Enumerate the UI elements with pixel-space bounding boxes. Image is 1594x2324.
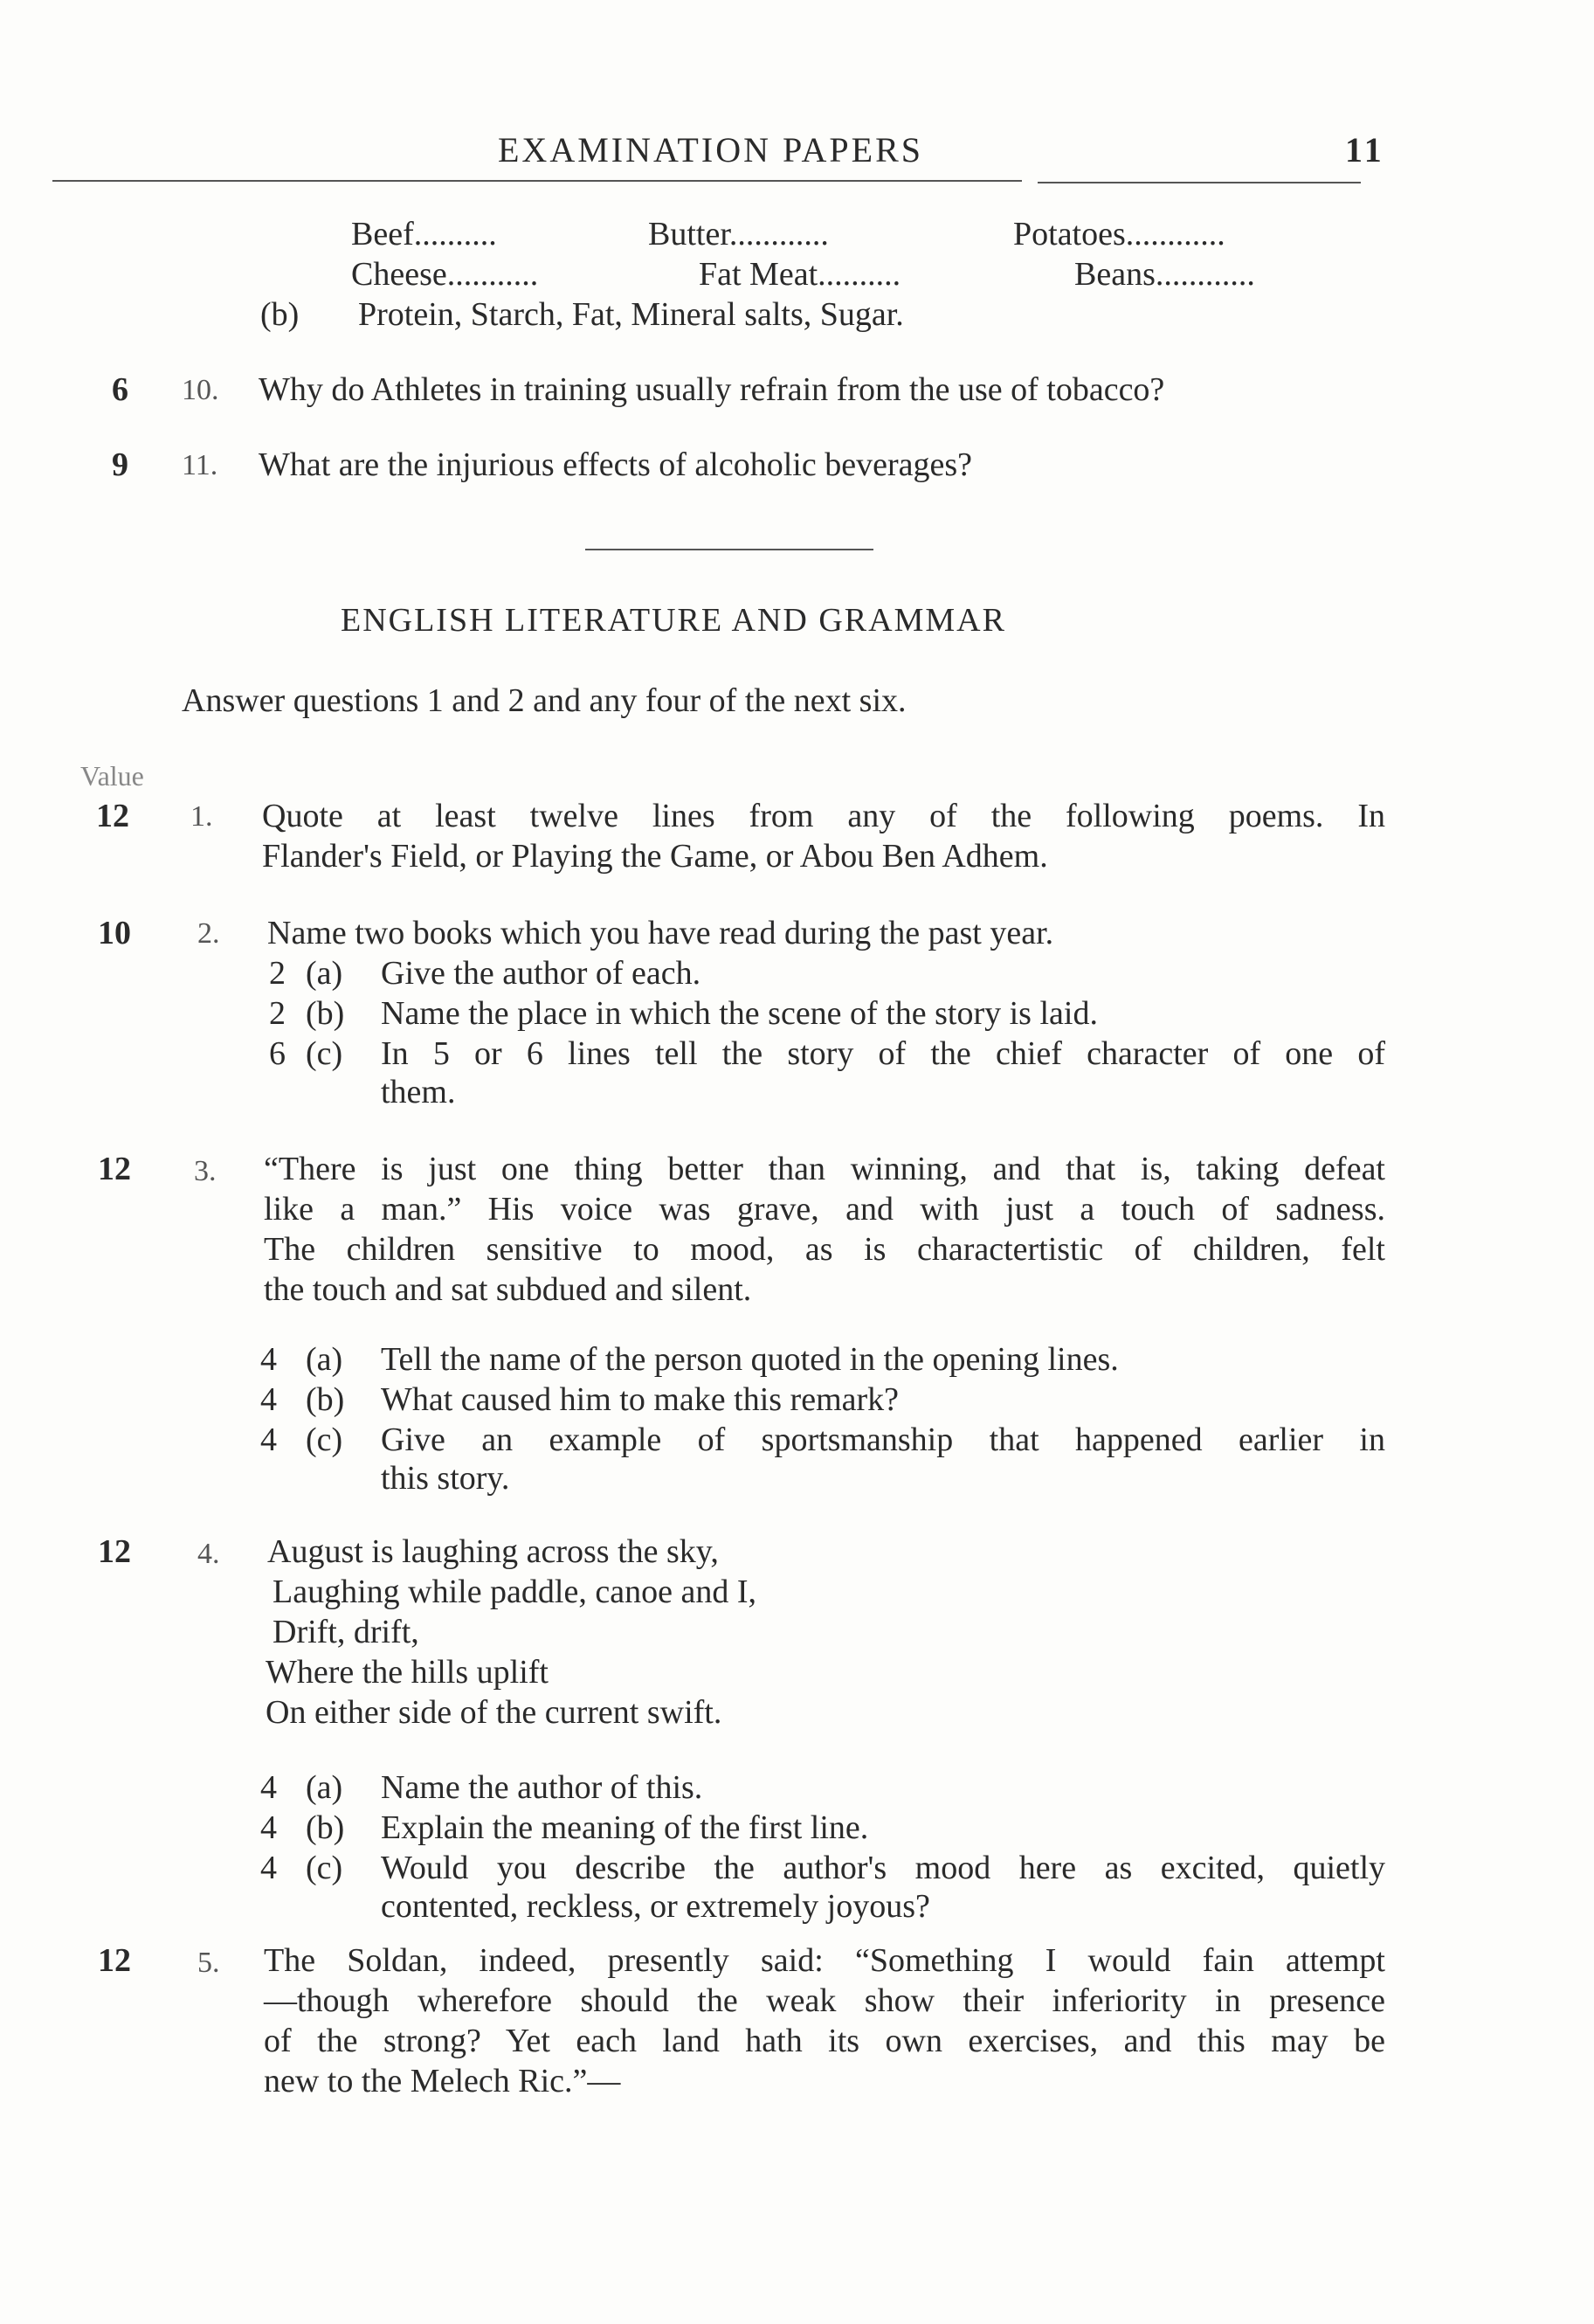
question-4-poem-line-5: On either side of the current swift. (266, 1694, 722, 1731)
section-divider (585, 549, 873, 550)
question-5-value: 12 (98, 1942, 131, 1979)
question-4-part-b-label: (b) (306, 1809, 345, 1846)
question-2-part-b-label: (b) (306, 995, 345, 1032)
question-3-line-1: “There is just one thing better than winning, and that is, taking defeat (264, 1151, 1385, 1187)
running-header-title: EXAMINATION PAPERS (498, 130, 924, 169)
header-rule (52, 180, 1022, 182)
food-row-2-col-2: Fat Meat.......... (699, 256, 901, 293)
question-1-line-1: Quote at least twelve lines from any of the following poems. In (262, 798, 1385, 834)
question-10-text: Why do Athletes in training usually refrain from the use of tobacco? (259, 371, 1165, 408)
question-3-part-c-line-2: this story. (381, 1460, 510, 1497)
question-11-number: 11. (182, 449, 218, 481)
question-2-part-c-line-1: In 5 or 6 lines tell the story of the chief character of one of (381, 1035, 1385, 1072)
question-3-part-b-label: (b) (306, 1381, 345, 1418)
question-3-part-a-label: (a) (306, 1341, 343, 1378)
question-4-number: 4. (197, 1538, 220, 1570)
food-row-2-col-3: Beans............ (1074, 256, 1255, 293)
food-row-1-col-3: Potatoes............ (1013, 216, 1225, 252)
question-3-line-4: the touch and sat subdued and silent. (264, 1271, 752, 1308)
food-row-1-col-1: Beef.......... (351, 216, 497, 252)
question-4-part-b-marks: 4 (260, 1809, 277, 1846)
question-5-line-3: of the strong? Yet each land hath its own exercises, and this may be (264, 2023, 1385, 2059)
question-4-part-c-line-2: contented, reckless, or extremely joyous? (381, 1888, 930, 1925)
question-2-part-a-label: (a) (306, 955, 343, 992)
question-3-part-a-text: Tell the name of the person quoted in the opening lines. (381, 1341, 1119, 1378)
question-11-value: 9 (112, 446, 128, 483)
question-2-part-a-text: Give the author of each. (381, 955, 701, 992)
question-4-part-c-label: (c) (306, 1850, 343, 1886)
question-3-line-3: The children sensitive to mood, as is charactertistic of children, felt (264, 1231, 1385, 1268)
question-2-part-c-line-2: them. (381, 1074, 456, 1110)
question-1-number: 1. (190, 800, 213, 833)
question-11-text: What are the injurious effects of alcoholic beverages? (259, 446, 972, 483)
question-4-poem-line-4: Where the hills uplift (266, 1654, 549, 1691)
question-4-poem-line-2: Laughing while paddle, canoe and I, (273, 1574, 756, 1610)
section-title: ENGLISH LITERATURE AND GRAMMAR (341, 602, 1006, 639)
question-3-part-c-label: (c) (306, 1421, 343, 1458)
question-5-line-4: new to the Melech Ric.”— (264, 2063, 621, 2099)
question-3-part-b-marks: 4 (260, 1381, 277, 1418)
question-2-text: Name two books which you have read during the past year. (267, 915, 1054, 951)
question-4-part-a-text: Name the author of this. (381, 1769, 703, 1806)
question-1-line-2: Flander's Field, or Playing the Game, or Abou Ben Adhem. (262, 838, 1048, 875)
question-10-number: 10. (182, 374, 219, 406)
question-3-part-b-text: What caused him to make this remark? (381, 1381, 900, 1418)
question-3-line-2: like a man.” His voice was grave, and with just a touch of sadness. (264, 1191, 1385, 1228)
page-number: 11 (1345, 130, 1385, 169)
question-4-part-c-line-1: Would you describe the author's mood here as excited, quietly (381, 1850, 1385, 1886)
question-5-line-1: The Soldan, indeed, presently said: “Something I would fain attempt (264, 1942, 1385, 1979)
question-2-part-a-marks: 2 (269, 955, 286, 992)
question-4-part-b-text: Explain the meaning of the first line. (381, 1809, 869, 1846)
question-3-part-a-marks: 4 (260, 1341, 277, 1378)
question-2-part-b-marks: 2 (269, 995, 286, 1032)
question-4-poem-line-1: August is laughing across the sky, (267, 1533, 719, 1570)
question-2-part-c-marks: 6 (269, 1035, 286, 1072)
question-4-part-c-marks: 4 (260, 1850, 277, 1886)
question-4-poem-line-3: Drift, drift, (273, 1614, 419, 1650)
question-2-number: 2. (197, 917, 220, 950)
food-part-b-label: (b) (260, 296, 300, 333)
section-instructions: Answer questions 1 and 2 and any four of the next six. (182, 682, 907, 719)
header-rule-right (1038, 182, 1361, 183)
question-10-value: 6 (112, 371, 128, 408)
question-4-part-a-label: (a) (306, 1769, 343, 1806)
question-4-value: 12 (98, 1533, 131, 1570)
question-3-value: 12 (98, 1151, 131, 1187)
question-5-number: 5. (197, 1947, 220, 1979)
question-3-number: 3. (194, 1155, 217, 1187)
value-column-header: Value (80, 760, 144, 792)
question-1-value: 12 (96, 798, 129, 834)
food-row-2-col-1: Cheese........... (351, 256, 539, 293)
question-3-part-c-marks: 4 (260, 1421, 277, 1458)
question-4-part-a-marks: 4 (260, 1769, 277, 1806)
question-2-value: 10 (98, 915, 131, 951)
question-2-part-c-label: (c) (306, 1035, 343, 1072)
food-row-1-col-2: Butter............ (648, 216, 829, 252)
question-2-part-b-text: Name the place in which the scene of the story is laid. (381, 995, 1098, 1032)
food-part-b-text: Protein, Starch, Fat, Mineral salts, Sugar. (358, 296, 904, 333)
question-3-part-c-line-1: Give an example of sportsmanship that happened earlier in (381, 1421, 1385, 1458)
question-5-line-2: —though wherefore should the weak show their inferiority in presence (264, 1982, 1385, 2019)
